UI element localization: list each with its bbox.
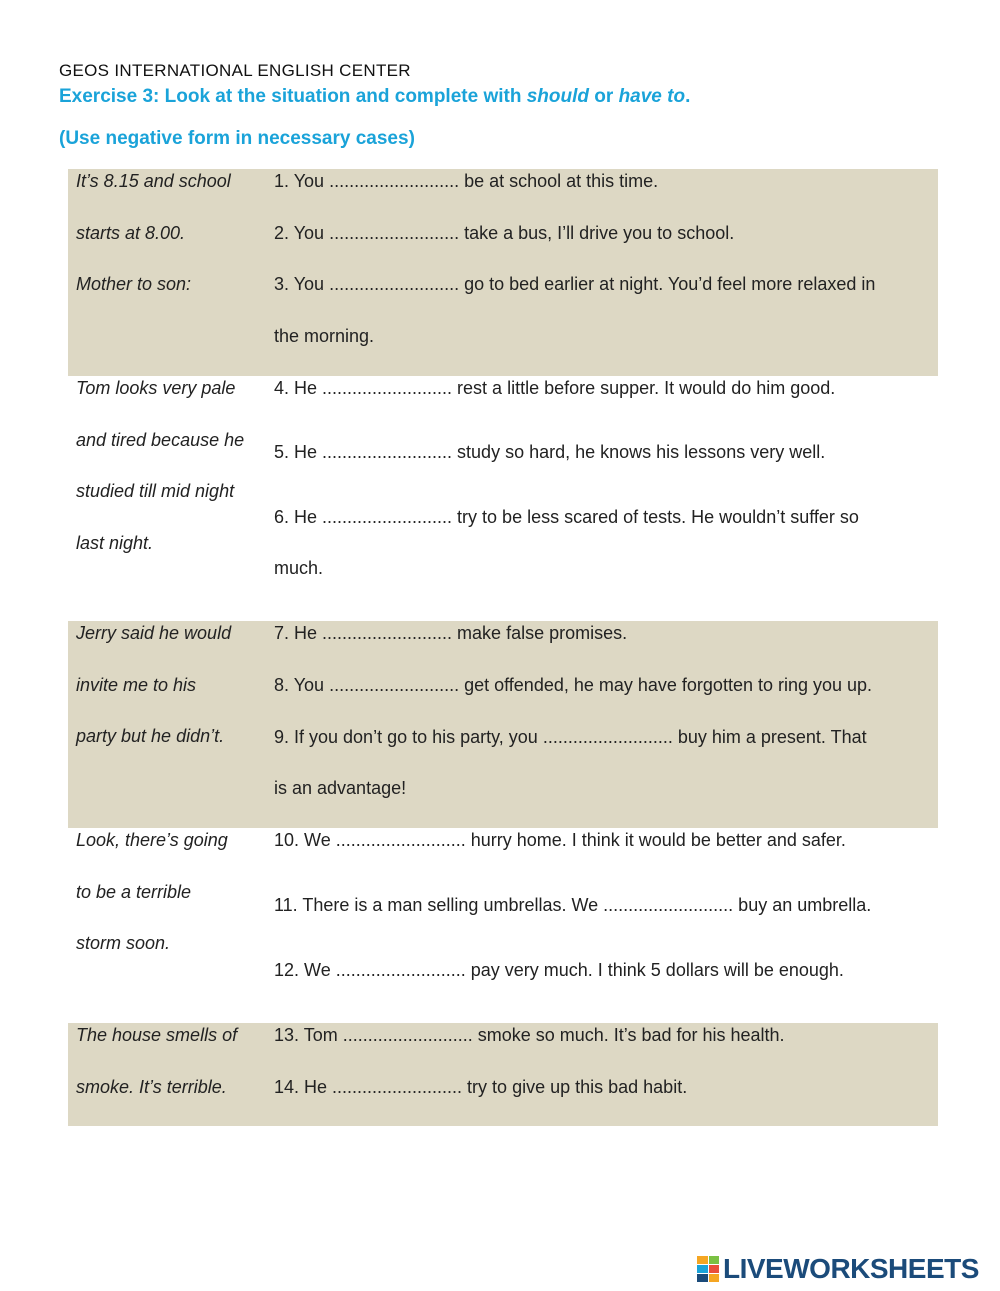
situation-line: party but he didn’t. <box>76 726 225 747</box>
item-12: 12. We .......................... pay very much. I think 5 dollars will be enough. <box>274 960 844 980</box>
org-name: GEOS INTERNATIONAL ENGLISH CENTER <box>59 61 411 80</box>
logo-block <box>697 1256 708 1264</box>
situation-text-5 <box>76 1010 266 1113</box>
item-4: 4. He .......................... rest a little before supper. It would do him good. <box>274 378 836 398</box>
situation-line: invite me to his <box>76 674 197 695</box>
item-3: 3. You .......................... go to bed earlier at night. You’d feel more relaxed in <box>274 274 876 294</box>
situation-line: storm soon. <box>76 933 171 954</box>
item-10: 10. We .......................... hurry home. I think it would be better and safer. <box>274 830 846 850</box>
item-13: 13. Tom .......................... smoke so much. It’s bad for his health. <box>274 1025 785 1045</box>
exercise-subtitle: (Use negative form in necessary cases) <box>59 128 415 149</box>
logo-blocks-icon <box>697 1256 719 1282</box>
item-6-cont: much. <box>274 558 324 578</box>
situation-line: studied till mid night <box>76 481 235 502</box>
situation-line: It’s 8.15 and school <box>76 171 231 191</box>
title-end: . <box>685 86 691 107</box>
item-6: 6. He .......................... try to be less scared of tests. He wouldn’t suffer so <box>274 507 859 527</box>
situation-block-3 <box>68 621 938 828</box>
situation-block-4 <box>68 828 938 1023</box>
situation-line: The house smells of <box>76 1025 238 1045</box>
situation-block-5 <box>68 1023 938 1126</box>
situation-line: to be a terrible <box>76 881 192 902</box>
logo-block <box>709 1256 720 1264</box>
situation-line: Tom looks very pale <box>76 378 236 398</box>
item-14: 14. He .......................... try to give up this bad habit. <box>274 1077 688 1097</box>
situation-block-1 <box>68 169 938 376</box>
situation-text-2 <box>76 363 266 570</box>
item-5: 5. He .......................... study so hard, he knows his lessons very well. <box>274 442 826 462</box>
item-9-cont: is an advantage! <box>274 778 407 798</box>
item-8: 8. You .......................... get offended, he may have forgotten to ring you up. <box>274 675 873 695</box>
title-prefix: Exercise 3: Look at the situation and complete with <box>59 86 527 107</box>
logo-block <box>697 1265 708 1273</box>
item-7: 7. He .......................... make false promises. <box>274 623 628 643</box>
liveworksheets-logo <box>697 1252 979 1286</box>
logo-block <box>697 1274 708 1282</box>
situation-text-4 <box>76 815 266 970</box>
situation-line: last night. <box>76 533 154 554</box>
situation-text-3 <box>76 608 266 763</box>
situation-line: starts at 8.00. <box>76 222 186 243</box>
item-2: 2. You .......................... take a bus, I’ll drive you to school. <box>274 223 735 243</box>
item-9: 9. If you don’t go to his party, you .......................... buy him a present. That <box>274 727 867 747</box>
item-1: 1. You .......................... be at school at this time. <box>274 171 659 191</box>
title-or: or <box>589 86 619 107</box>
situation-line: Look, there’s going <box>76 830 228 850</box>
logo-text: LIVEWORKSHEETS <box>723 1253 979 1284</box>
situation-line: and tired because he <box>76 429 245 450</box>
situation-text-1 <box>76 156 266 311</box>
situation-line: smoke. It’s terrible. <box>76 1076 227 1097</box>
logo-block <box>709 1265 720 1273</box>
item-11: 11. There is a man selling umbrellas. We .......................... buy an umbrella. <box>274 895 872 915</box>
title-have-to: have to <box>618 86 686 107</box>
logo-block <box>709 1274 720 1282</box>
situation-line: Mother to son: <box>76 274 192 295</box>
exercise-title <box>59 86 690 108</box>
situation-line: Jerry said he would <box>76 623 232 643</box>
title-should: should <box>526 86 589 107</box>
item-3-cont: the morning. <box>274 326 375 346</box>
situation-block-2 <box>68 376 938 621</box>
